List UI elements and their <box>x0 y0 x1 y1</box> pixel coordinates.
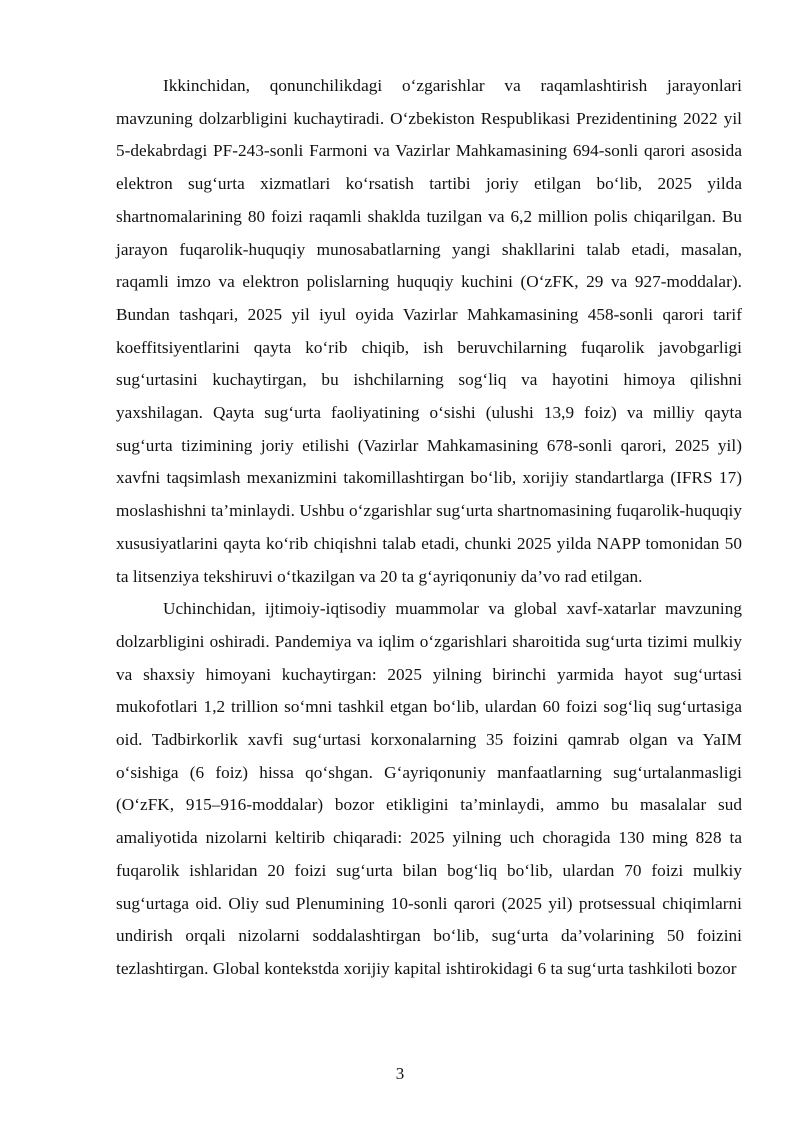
paragraph-second-reason: Ikkinchidan, qonunchilikdagi o‘zgarishlar va raqamlashtirish jarayonlari mavzuning dolzarbligini kuchaytiradi. O‘zbekiston Respublikasi Prezidentining 2022 yil 5-dekabrdagi PF-243-sonli Farmoni va Vazirlar Mahkamasining 694-sonli qarori asosida elektron sug‘urta xizmatlari ko‘rsatish tartibi joriy etilgan bo‘lib, 2025 yilda shartnomalarining 80 foizi raqamli shaklda tuzilgan va 6,2 million polis chiqarilgan. Bu jarayon fuqarolik-huquqiy munosabatlarning yangi shakllarini talab etadi, masalan, raqamli imzo va elektron polislarning huquqiy kuchini (O‘zFK, 29 va 927-moddalar). Bundan tashqari, 2025 yil iyul oyida Vazirlar Mahkamasining 458-sonli qarori tarif koeffitsiyentlarini qayta ko‘rib chiqib, ish beruvchilarning fuqarolik javobgarligi sug‘urtasini kuchaytirgan, bu ishchilarning sog‘liq va hayotini himoya qilishni yaxshilagan. Qayta sug‘urta faoliyatining o‘sishi (ulushi 13,9 foiz) va milliy qayta sug‘urta tizimining joriy etilishi (Vazirlar Mahkamasining 678-sonli qarori, 2025 yil) xavfni taqsimlash mexanizmini takomillashtirgan bo‘lib, xorijiy standartlarga (IFRS 17) moslashishni ta’minlaydi. Ushbu o‘zgarishlar sug‘urta shartnomasining fuqarolik-huquqiy xususiyatlarini qayta ko‘rib chiqishni talab etadi, chunki 2025 yilda NAPP tomonidan 50 ta litsenziya tekshiruvi o‘tkazilgan va 20 ta g‘ayriqonuniy da’vo rad etilgan. <box>116 76 742 586</box>
page-number: 3 <box>395 1064 405 1083</box>
paragraph-third-reason: Uchinchidan, ijtimoiy-iqtisodiy muammolar va global xavf-xatarlar mavzuning dolzarbligini oshiradi. Pandemiya va iqlim o‘zgarishlari sharoitida sug‘urta tizimi mulkiy va shaxsiy himoyani kuchaytirgan: 2025 yilning birinchi yarmida hayot sug‘urtasi mukofotlari 1,2 trillion so‘mni tashkil etgan bo‘lib, ulardan 60 foizi sog‘liq sug‘urtasiga oid. Tadbirkorlik xavfi sug‘urtasi korxonalarning 35 foizini qamrab olgan va YaIM o‘sishiga (6 foiz) hissa qo‘shgan. G‘ayriqonuniy manfaatlarning sug‘urtalanmasligi (O‘zFK, 915–916-moddalar) bozor etikligini ta’minlaydi, ammo bu masalalar sud amaliyotida nizolarni keltirib chiqaradi: 2025 yilning uch choragida 130 ming 828 ta fuqarolik ishlaridan 20 foizi sug‘urta bilan bog‘liq bo‘lib, ulardan 70 foizi mulkiy sug‘urtaga oid. Oliy sud Plenumining 10-sonli qarori (2025 yil) protsessual chiqimlarni undirish orqali nizolarni soddalashtirgan bo‘lib, sug‘urta da’volarining 50 foizini tezlashtirgan. Global kontekstda xorijiy kapital ishtirokidagi 6 ta sug‘urta tashkiloti bozor <box>116 599 742 978</box>
body-text <box>116 70 742 986</box>
